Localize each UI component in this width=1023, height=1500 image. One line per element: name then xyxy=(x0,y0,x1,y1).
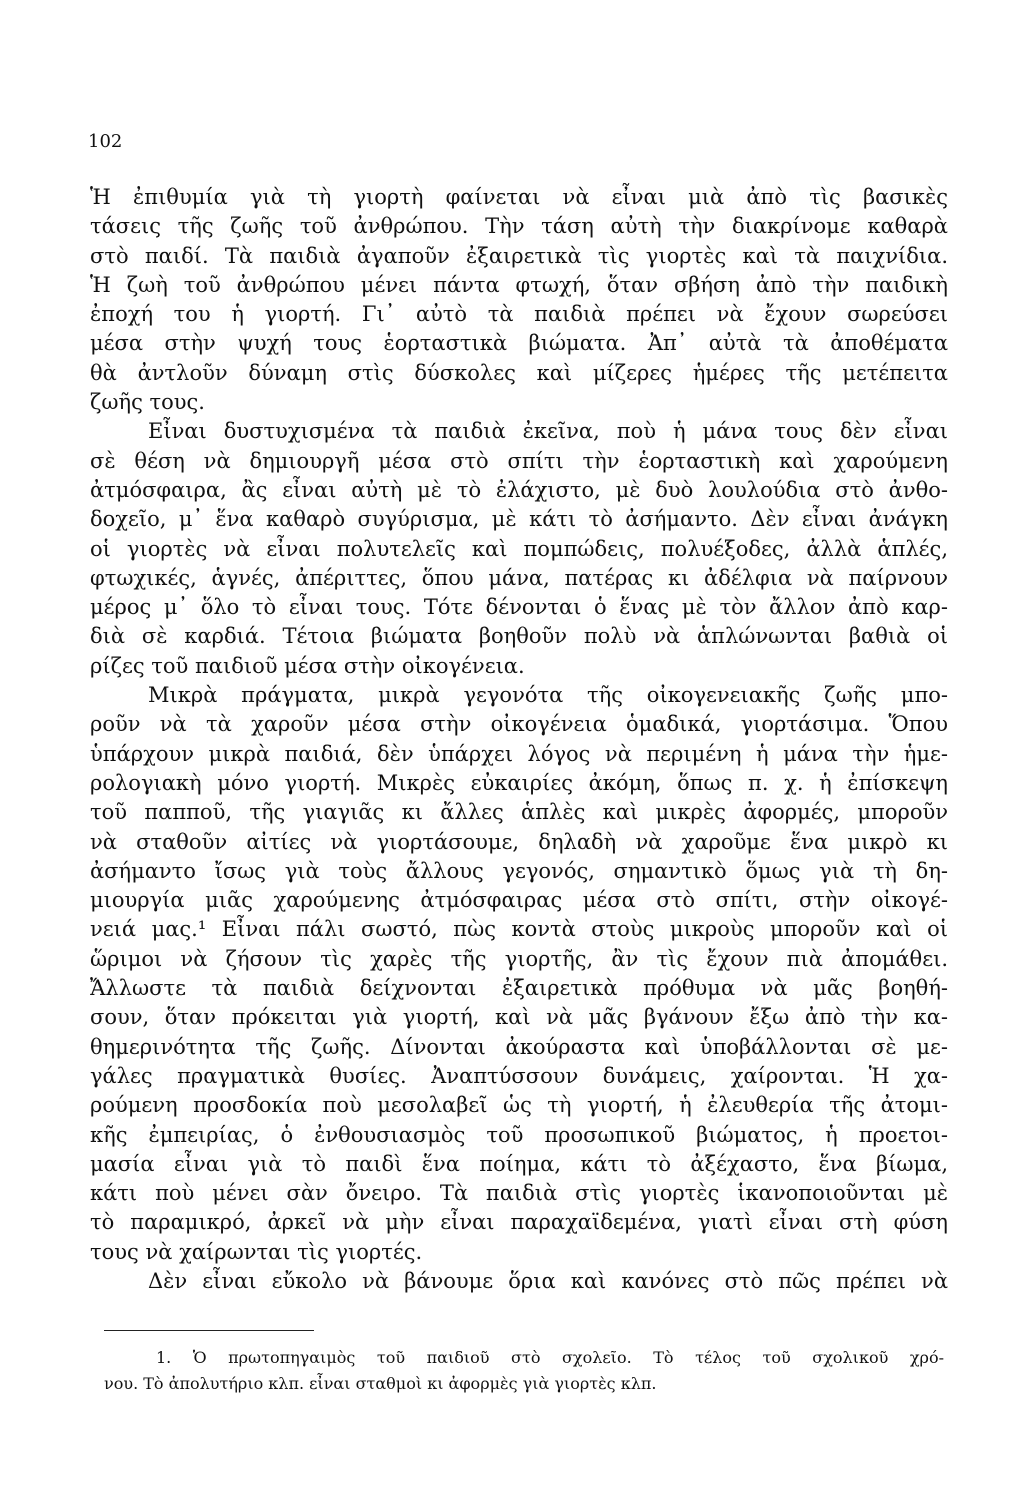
text-line: μασία εἶναι γιὰ τὸ παιδὶ ἕνα ποίημα, κάτι τὸ ἀξέχαστο, ἕνα βίωμα, xyxy=(90,1151,948,1176)
footnote-line: 1. Ὁ πρωτοπηγαιμὸς τοῦ παιδιοῦ στὸ σχολεῖο. Τὸ τέλος τοῦ σχολικοῦ χρό- xyxy=(156,1348,944,1367)
text-line: στὸ παιδί. Τὰ παιδιὰ ἀγαποῦν ἐξαιρετικὰ τὶς γιορτὲς καὶ τὰ παιχνίδια. xyxy=(90,243,948,268)
text-line: οἱ γιορτὲς νὰ εἶναι πολυτελεῖς καὶ πομπώδεις, πολυέξοδες, ἀλλὰ ἁπλές, xyxy=(90,536,948,561)
paragraph-3 xyxy=(90,681,948,1267)
text-line: ἀτμόσφαιρα, ἂς εἶναι αὐτὴ μὲ τὸ ἐλάχιστο, μὲ δυὸ λουλούδια στὸ ἀνθο- xyxy=(90,477,948,502)
text-line: μέσα στὴν ψυχή τους ἑορταστικὰ βιώματα. Ἀπ᾽ αὐτὰ τὰ ἀποθέματα xyxy=(90,331,948,356)
text-line: νὰ σταθοῦν αἰτίες νὰ γιορτάσουμε, δηλαδὴ νὰ χαροῦμε ἕνα μικρὸ κι xyxy=(90,829,948,854)
text-line: ρούμενη προσδοκία ποὺ μεσολαβεῖ ὡς τὴ γιορτή, ἡ ἐλευθερία τῆς ἀτομι- xyxy=(90,1093,948,1118)
text-line: γάλες πραγματικὰ θυσίες. Ἀναπτύσσουν δυνάμεις, χαίρονται. Ἡ χα- xyxy=(90,1063,948,1088)
text-line: σὲ θέση νὰ δημιουργῆ μέσα στὸ σπίτι τὴν ἑορταστικὴ καὶ χαρούμενη xyxy=(90,448,948,473)
text-line: Μικρὰ πράγματα, μικρὰ γεγονότα τῆς οἰκογενειακῆς ζωῆς μπο- xyxy=(148,683,948,708)
text-line: ζωῆς τους. xyxy=(90,390,205,415)
text-line: ἐποχή του ἡ γιορτή. Γι᾽ αὐτὸ τὰ παιδιὰ πρέπει νὰ ἔχουν σωρεύσει xyxy=(90,302,948,327)
text-line: ἀσήμαντο ἴσως γιὰ τοὺς ἄλλους γεγονός, σημαντικὸ ὅμως γιὰ τὴ δη- xyxy=(90,858,948,883)
text-line: κάτι ποὺ μένει σὰν ὄνειρο. Τὰ παιδιὰ στὶς γιορτὲς ἱκανοποιοῦνται μὲ xyxy=(90,1181,948,1206)
text-line: φτωχικές, ἁγνές, ἀπέριττες, ὅπου μάνα, πατέρας κι ἀδέλφια νὰ παίρνουν xyxy=(90,565,948,590)
text-line: ὑπάρχουν μικρὰ παιδιά, δὲν ὑπάρχει λόγος νὰ περιμένη ἡ μάνα τὴν ἡμε- xyxy=(90,741,948,766)
text-line: Εἶναι δυστυχισμένα τὰ παιδιὰ ἐκεῖνα, ποὺ ἡ μάνα τους δὲν εἶναι xyxy=(148,419,948,444)
text-line: θὰ ἀντλοῦν δύναμη στὶς δύσκολες καὶ μίζερες ἡμέρες τῆς μετέπειτα xyxy=(90,360,948,385)
paragraph-1 xyxy=(90,183,948,417)
page-number: 102 xyxy=(88,131,123,152)
paragraph-2 xyxy=(90,417,948,681)
text-line: ρολογιακὴ μόνο γιορτή. Μικρὲς εὐκαιρίες ἀκόμη, ὅπως π. χ. ἡ ἐπίσκεψη xyxy=(90,770,948,795)
text-line: ὥριμοι νὰ ζήσουν τὶς χαρὲς τῆς γιορτῆς, ἂν τὶς ἔχουν πιὰ ἀπομάθει. xyxy=(90,946,948,971)
text-line: διὰ σὲ καρδιά. Τέτοια βιώματα βοηθοῦν πολὺ νὰ ἁπλώνωνται βαθιὰ οἱ xyxy=(90,624,948,649)
text-line: τους νὰ χαίρωνται τὶς γιορτές. xyxy=(90,1239,423,1264)
footnote-1 xyxy=(104,1345,944,1397)
text-line: θημερινότητα τῆς ζωῆς. Δίνονται ἀκούραστα καὶ ὑποβάλλονται σὲ με- xyxy=(90,1034,948,1059)
paragraph-4 xyxy=(90,1267,948,1296)
text-line: Ἡ ἐπιθυμία γιὰ τὴ γιορτὴ φαίνεται νὰ εἶναι μιὰ ἀπὸ τὶς βασικὲς xyxy=(90,185,948,209)
text-line: σουν, ὅταν πρόκειται γιὰ γιορτή, καὶ νὰ μᾶς βγάνουν ἔξω ἀπὸ τὴν κα- xyxy=(90,1005,948,1030)
text-line: μιουργία μιᾶς χαρούμενης ἀτμόσφαιρας μέσα στὸ σπίτι, στὴν οἰκογέ- xyxy=(90,888,948,913)
footnote-line: νου. Τὸ ἀπολυτήριο κλπ. εἶναι σταθμοὶ κι ἀφορμὲς γιὰ γιορτὲς κλπ. xyxy=(104,1374,657,1393)
text-line: Ἄλλωστε τὰ παιδιὰ δείχνονται ἐξαιρετικὰ πρόθυμα νὰ μᾶς βοηθή- xyxy=(90,976,948,1001)
text-line: τάσεις τῆς ζωῆς τοῦ ἀνθρώπου. Τὴν τάση αὐτὴ τὴν διακρίνομε καθαρὰ xyxy=(90,214,948,239)
text-line: μέρος μ᾽ ὅλο τὸ εἶναι τους. Τότε δένονται ὁ ἕνας μὲ τὸν ἄλλον ἀπὸ καρ- xyxy=(90,595,948,620)
footnote-divider xyxy=(104,1330,314,1331)
text-line: Ἡ ζωὴ τοῦ ἀνθρώπου μένει πάντα φτωχή, ὅταν σβήση ἀπὸ τὴν παιδικὴ xyxy=(90,272,948,297)
footnotes xyxy=(104,1345,944,1397)
text-line: νειά μας.¹ Εἶναι πάλι σωστό, πὼς κοντὰ στοὺς μικροὺς μποροῦν καὶ οἱ xyxy=(90,917,948,942)
text-line: δοχεῖο, μ᾽ ἕνα καθαρὸ συγύρισμα, μὲ κάτι τὸ ἀσήμαντο. Δὲν εἶναι ἀνάγκη xyxy=(90,507,948,532)
text-line: τοῦ παπποῦ, τῆς γιαγιᾶς κι ἄλλες ἁπλὲς καὶ μικρὲς ἀφορμές, μποροῦν xyxy=(90,800,948,825)
text-line: Δὲν εἶναι εὔκολο νὰ βάνουμε ὅρια καὶ κανόνες στὸ πῶς πρέπει νὰ xyxy=(148,1268,948,1293)
text-line: ρίζες τοῦ παιδιοῦ μέσα στὴν οἰκογένεια. xyxy=(90,653,525,678)
text-line: ροῦν νὰ τὰ χαροῦν μέσα στὴν οἰκογένεια ὁμαδικά, γιορτάσιμα. Ὅπου xyxy=(90,712,948,737)
text-line: κῆς ἐμπειρίας, ὁ ἐνθουσιασμὸς τοῦ προσωπικοῦ βιώματος, ἡ προετοι- xyxy=(90,1122,948,1147)
body-text xyxy=(90,183,948,1296)
text-line: τὸ παραμικρό, ἀρκεῖ νὰ μὴν εἶναι παραχαϊδεμένα, γιατὶ εἶναι στὴ φύση xyxy=(90,1210,948,1235)
